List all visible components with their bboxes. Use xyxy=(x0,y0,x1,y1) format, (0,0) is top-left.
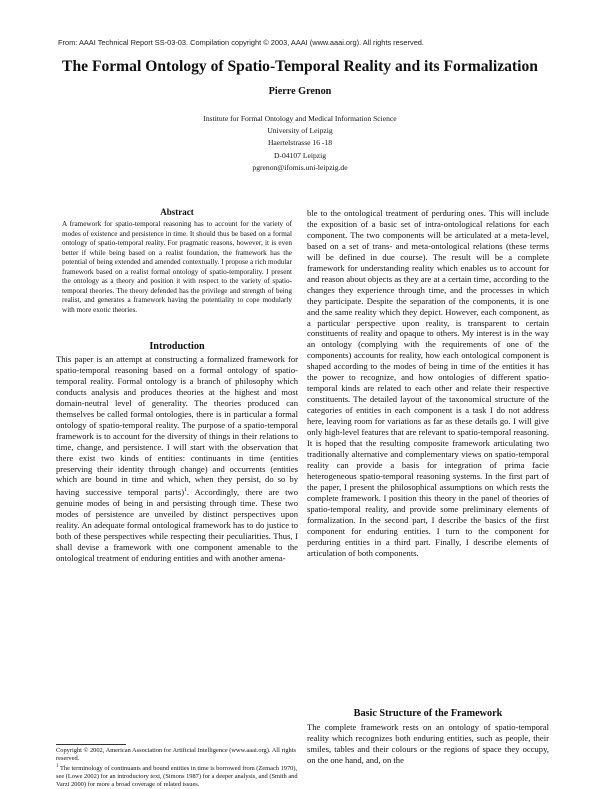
basic-structure-text: The complete framework rests on an ontology of spatio-temporal reality which recognizes both enduring entities, such as people, their smiles, tables and their colours or the regions of space they occupy, on the one hand, and, on the xyxy=(307,722,549,765)
author-name: Pierre Grenon xyxy=(268,86,332,97)
affiliation-street: Haertelstrasse 16 -18 xyxy=(267,138,333,148)
author-affiliation xyxy=(0,113,600,174)
footnote-reference: 1 xyxy=(184,487,187,494)
footnote-1-text: The terminology of continuants and bound entities in time is borrowed from (Zemach 1970), see (Lowe 2002) for an introductory text, (Simons 1987) for a deeper analysis, and (Smith and Varzi 2000) for more a broad coverage of related issues. xyxy=(56,765,298,789)
right-column-text: ble to the ontological treatment of perduring ones. This will include the exposition of a basic set of intra-ontological relations for each component. The two components will be articulated at a meta-level, based on a set of trans- and meta-ontological relations (these terms will be defined in due course). The result will be a complete framework for understanding reality which enables us to account for and reason about objects as they are at a certain time, according to the changes they experience through time, and the processes in which they participate. Despite the separation of the components, it is one and the same reality which they depict. However, each component, as a particular perspective upon reality, is transparent to certain constituents of reality and opaque to others. My interest is in the way an ontology (complying with the requirements of one of the components) accounts for reality, how each ontological component is shaped according to the modes of being in time of the entities it has the power to recognize, and how ontologies of different spatio-temporal kinds are related to each other and relate their respective constituents. The detailed layout of the taxonomical structure of the categories of entities in each component is a task I do not address here, leaving room for variations as far as these details go. I will give only high-level features that are relevant to spatio-temporal reasoning. It is hoped that the resulting composite framework articulating two traditionally alternative and complementary views on spatio-temporal reality can provide a basis for integration of prima facie heterogeneous spatio-temporal reasoning systems. In the first part of the paper, I present the philosophical assumptions on which rests the complete framework. I position this theory in the panel of theories of spatio-temporal reality, and provide some preliminary elements of formalization. In the second part, I describe the basics of the first component for enduring entities. I turn to the component for perduring entities in a third part. Finally, I describe elements of articulation of both components. xyxy=(307,208,549,558)
copyright-notice: Copyright © 2002, American Association for Artificial Intelligence (www.aaai.org). All rights reserved. xyxy=(56,747,297,762)
introduction-text-part2: . Accordingly, there are two genuine modes of being in and persisting through time. These two modes of persistence are unveiled by distinct perspectives upon reality. An adequate formal ontological framework has to do justice to both of these perspectives while respecting their peculiarities. Thus, I shall devise a framework with one component amenable to the ontological treatment of enduring entities and with another amena- xyxy=(56,487,299,564)
introduction-text-part1: This paper is an attempt at constructing a formalized framework for spatio-temporal reasoning based on a formal ontology of spatio-temporal reality. Formal ontology is a branch of philosophy which conducts analysis and produces theories at the highest and most domain-neutral level of generality. The theories produced can themselves be called formal ontologies, there is in particular a formal ontology of spatio-temporal reality. The purpose of a spatio-temporal framework is to account for the diversity of things in their relations to time, change, and persistence. I will start with the observation that there exist two kinds of entities: continuants in time (entities preserving their identity through change) and occurrents (entities which are bound in time and which, when they persist, do so by having successive temporal parts) xyxy=(56,354,298,498)
affiliation-university: University of Leipzig xyxy=(267,126,333,136)
abstract-text: A framework for spatio-temporal reasoning has to account for the variety of modes of existence and persistence in time. It should thus be based on a formal ontology of spatio-temporal reality. For pragmatic reasons, however, it is even better if while being based on a realist foundation, the framework has the potential of being extended and amended contextually. I propose a rich modular framework based on a realist formal ontology of spatio-temporality. I present the ontology as a theory and position it with respect to the variety of spatio-temporal theories. The theory defended has the privilege and strength of being realist, and generates a framework having the potentiality to cope modularly with more exotic theories. xyxy=(62,220,292,314)
footnote-divider xyxy=(56,744,126,745)
footnote-1-marker: 1 xyxy=(56,764,59,769)
affiliation-email: pgrenon@ifomis.uni-leipzig.de xyxy=(252,162,348,172)
basic-structure-heading: Basic Structure of the Framework xyxy=(353,708,503,719)
affiliation-institute: Institute for Formal Ontology and Medical Information Science xyxy=(203,114,397,123)
source-line: From: AAAI Technical Report SS-03-03. Compilation copyright © 2003, AAAI (www.aaai.org). All rights reserved. xyxy=(58,38,424,47)
affiliation-city: D-04107 Leipzig xyxy=(273,150,327,160)
abstract-heading: Abstract xyxy=(160,207,194,217)
paper-title: The Formal Ontology of Spatio-Temporal Reality and its Formalization xyxy=(62,58,538,75)
introduction-heading: Introduction xyxy=(149,341,205,352)
introduction-text xyxy=(56,354,298,564)
footnote-1 xyxy=(56,763,298,789)
footnotes xyxy=(56,747,298,789)
